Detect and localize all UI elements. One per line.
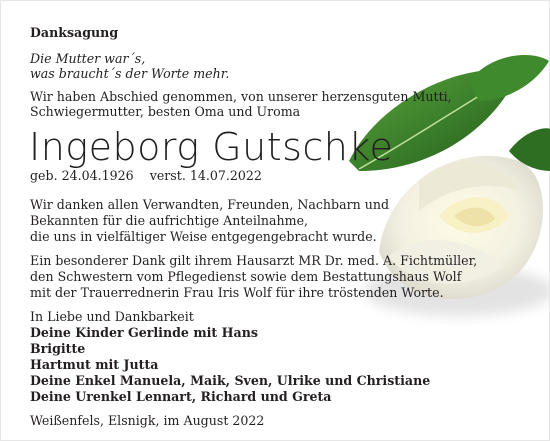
family-line-4: Deine Enkel Manuela, Maik, Sven, Ulrike und Christiane bbox=[30, 373, 431, 388]
quote-line-2: was braucht´s der Worte mehr. bbox=[30, 66, 230, 81]
special-thanks-line-2: den Schwestern vom Pflegedienst sowie dem Bestattungshaus Wolf bbox=[30, 269, 462, 284]
family-line-3: Hartmut mit Jutta bbox=[30, 357, 159, 372]
death-date: verst. 14.07.2022 bbox=[149, 168, 262, 183]
heading: Danksagung bbox=[30, 25, 119, 40]
place-and-date: Weißenfels, Elsnigk, im August 2022 bbox=[30, 413, 265, 428]
closing-line: In Liebe und Dankbarkeit bbox=[30, 309, 194, 324]
deceased-name: Ingeborg Gutschke bbox=[29, 125, 394, 169]
intro-line-1: Wir haben Abschied genommen, von unserer herzensguten Mutti, bbox=[30, 89, 452, 104]
special-thanks-line-3: mit der Trauerrednerin Frau Iris Wolf für ihre tröstenden Worte. bbox=[30, 285, 444, 300]
family-line-1: Deine Kinder Gerlinde mit Hans bbox=[30, 325, 258, 340]
quote-line-1: Die Mutter war´s, bbox=[30, 51, 146, 66]
thanks-line-2: Bekannten für die aufrichtige Anteilnahme, bbox=[30, 213, 309, 228]
life-dates bbox=[30, 168, 262, 183]
family-line-5: Deine Urenkel Lennart, Richard und Greta bbox=[30, 389, 332, 404]
thanks-line-3: die uns in vielfältiger Weise entgegengebracht wurde. bbox=[30, 229, 377, 244]
birth-date: geb. 24.04.1926 bbox=[30, 168, 134, 183]
special-thanks-line-1: Ein besonderer Dank gilt ihrem Hausarzt MR Dr. med. A. Fichtmüller, bbox=[30, 253, 478, 268]
intro-line-2: Schwiegermutter, besten Oma und Uroma bbox=[30, 104, 301, 119]
thanks-line-1: Wir danken allen Verwandten, Freunden, Nachbarn und bbox=[30, 197, 390, 212]
family-line-2: Brigitte bbox=[30, 341, 86, 356]
